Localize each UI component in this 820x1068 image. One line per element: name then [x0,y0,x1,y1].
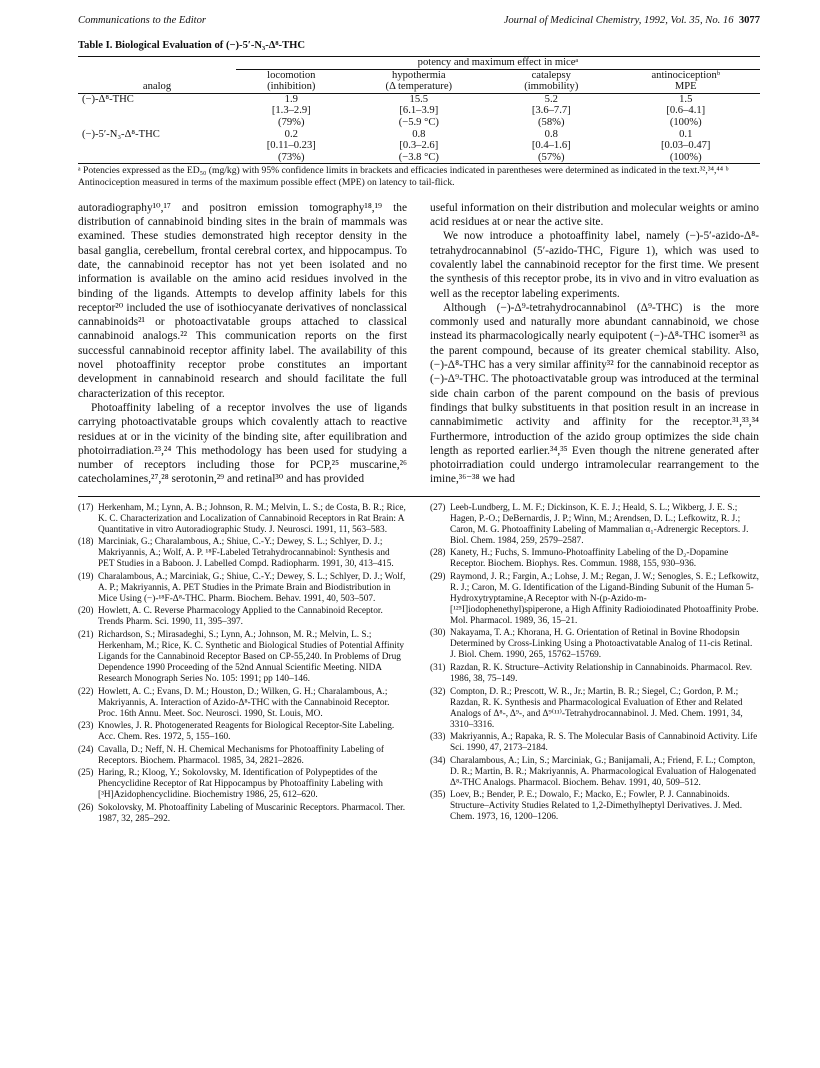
paragraph: Although (−)-Δ⁹-tetrahydrocannabinol (Δ⁹-THC) is the more commonly used and naturally more abundant cannabinoid, we chose instead its pharmacologically nearly equipotent (−)-Δ⁸-THC isomer³¹ as the parent compound, because of its greater chemical stability. Also, (−)-Δ⁸-THC has a very similar affinity³² for the cannabinoid receptor as (−)-Δ⁹-THC. The photoactivatable group was introduced at the terminal side chain carbon of the parent compound on the basis of previous findings that bulky substituents in that position result in an increase in cannabimimetic activity and affinity for the receptor.³¹,³³,³⁴ Furthermore, introduction of the azido group optimizes the side chain length as reported earlier.³⁴,³⁵ Even though the nitrene generated after photoirradiation could undergo intramolecular rearrangement to the imine,³⁶⁻³⁸ we had [430,301,759,486]
reference-text: Charalambous, A.; Lin, S.; Marciniak, G.; Banijamali, A.; Friend, F. L.; Compton, D. R.; Martin, B. R.; Makriyannis, A. Pharmacological Evaluation of Halogenated Δ⁸-THC Analogs. Pharmacol. Biochem. Behav. 1991, 40, 509–512. [450,755,756,788]
journal-name: Journal of Medicinal Chemistry, 1992, Vol. 35, No. 16 [503,15,734,26]
col-analog: analog [78,81,236,93]
reference-number: (27) [430,502,446,513]
body-column-left [78,201,407,487]
section-title: Communications to the Editor [78,15,207,26]
col-antinociception-sub: MPE [612,81,760,93]
reference-item [78,537,407,570]
table-cell: [0.4–1.6] [531,140,571,152]
col-antinociception: antinociceptionᵇ [651,69,721,81]
table-footnote: ᵃ Potencies expressed as the ED₅₀ (mg/kg) with 95% confidence limits in brackets and efficacies indicated in parentheses were determined as indicated in the text.³²,³⁴,⁴⁴ ᵇ Antinociception measured in terms of the maximum possible effect (MPE) on latency to tail-flick. [78,165,729,188]
journal-citation [504,14,760,28]
reference-item [78,803,407,825]
reference-number: (28) [430,548,446,559]
reference-item [430,756,759,789]
references-divider [78,496,760,497]
reference-item [430,503,759,547]
reference-text: Razdan, R. K. Structure–Activity Relationship in Cannabinoids. Pharmacol. Rev. 1986, 38, 75–149. [450,663,753,685]
reference-number: (20) [78,606,94,617]
table-caption: Table I. Biological Evaluation of (−)-5′-N₃-Δ⁸-THC [78,40,306,51]
reference-item [430,790,759,823]
table-cell: (73%) [236,152,347,164]
table-cell: (58%) [538,116,565,128]
table-cell: 0.1 [679,128,693,140]
table-cell: [0.03–0.47] [661,140,711,152]
table-row [78,152,760,164]
analog-name: (−)-Δ⁸-THC [82,93,134,105]
reference-number: (26) [78,803,94,814]
table-row [78,140,760,152]
reference-text: Sokolovsky, M. Photoaffinity Labeling of Muscarinic Receptors. Pharmacol. Ther. 1987, 32, 285–292. [98,803,406,825]
analog-name: (−)-5′-N₃-Δ⁸-THC [82,128,160,140]
table-cell: (100%) [612,152,760,164]
page-number: 3077 [738,15,760,26]
reference-number: (25) [78,768,94,779]
spanning-header: potency and maximum effect in miceᵃ [236,57,760,70]
reference-text: Cavalla, D.; Neff, N. H. Chemical Mechanisms for Photoaffinity Labeling of Receptors. Biochem. Pharmacol. 1985, 34, 2821–2826. [98,744,384,766]
reference-number: (19) [78,571,94,582]
reference-text: Leeb-Lundberg, L. M. F.; Dickinson, K. E. J.; Heald, S. L.; Wikberg, J. E. S.; Hagen, P.-O.; DeBernardis, J. P.; Winn, M.; Arendsen, D. L.; Lefkowitz, R. J.; Caron, M. G. Photoaffinity Labeling of Mammalian α₁-Adrenergic Receptors. J. Biol. Chem. 1984, 259, 2579–2587. [450,502,749,546]
table-cell: [6.1–3.9] [399,105,439,117]
col-locomotion-sub: (inhibition) [236,81,347,93]
table-cell: 5.2 [544,93,558,105]
reference-text: Herkenham, M.; Lynn, A. B.; Johnson, R. M.; Melvin, L. S.; de Costa, B. R.; Rice, K. C. Characterization and Localization of Cannabinoid Receptors in Rat Brain: A Quantitative in vitro Autoradiographic Study. J. Neurosci. 1991, 11, 563–583. [98,502,406,535]
col-hypothermia: hypothermia [392,69,446,81]
running-head [78,14,760,28]
references-column-left [78,503,407,827]
reference-text: Knowles, J. R. Photogenerated Reagents for Biological Receptor-Site Labeling. Acc. Chem. Res. 1972, 5, 155–160. [98,721,395,743]
reference-item [78,503,407,536]
reference-item [78,630,407,685]
reference-number: (35) [430,790,446,801]
reference-text: Makriyannis, A.; Rapaka, R. S. The Molecular Basis of Cannabinoid Activity. Life Sci. 1990, 47, 2173–2184. [450,732,758,754]
table-cell: (100%) [669,116,702,128]
paragraph: useful information on their distribution and molecular weights or amino acid residues at or near the active site. [430,201,759,229]
reference-text: Howlett, A. C. Reverse Pharmacology Applied to the Cannabinoid Receptor. Trends Pharm. Sci. 1990, 11, 395–397. [98,606,383,628]
journal-page [78,14,760,827]
reference-text: Loev, B.; Bender, P. E.; Dowalo, F.; Macko, E.; Fowler, P. J. Cannabinoids. Structure–Activity Studies Related to 1,2-Dimethylheptyl Derivatives. J. Med. Chem. 1973, 16, 1200–1206. [450,790,743,823]
table-cell: 1.9 [284,93,298,105]
reference-number: (22) [78,686,94,697]
reference-item [78,572,407,605]
table-cell: [3.6–7.7] [531,105,571,117]
reference-number: (18) [78,537,94,548]
reference-number: (23) [78,721,94,732]
col-locomotion: locomotion [267,69,316,81]
table-row [78,93,760,105]
table-cell: (79%) [278,116,305,128]
reference-number: (29) [430,571,446,582]
reference-item [430,687,759,731]
reference-number: (32) [430,686,446,697]
reference-number: (21) [78,630,94,641]
table-cell: (−3.8 °C) [347,152,491,164]
table-row [78,105,760,117]
reference-text: Kanety, H.; Fuchs, S. Immuno-Photoaffinity Labeling of the D₂-Dopamine Receptor. Biochem. Biophys. Res. Commun. 1988, 155, 930–936. [450,548,729,570]
reference-number: (24) [78,744,94,755]
col-catalepsy-sub: (immobility) [491,81,611,93]
table-row [78,129,760,141]
col-catalepsy: catalepsy [531,69,571,81]
reference-number: (30) [430,628,446,639]
reference-text: Compton, D. R.; Prescott, W. R., Jr.; Martin, B. R.; Siegel, C.; Gordon, P. M.; Razdan, R. K. Synthesis and Pharmacological Evaluation of Ether and Related Analogs of Δ⁸-, Δ⁹-, and Δ⁹⁽¹¹⁾-Tetrahydrocannabinol. J. Med. Chem. 1991, 34, 3310–3316. [450,686,743,730]
table-cell: (−5.9 °C) [398,116,439,128]
col-hypothermia-sub: (Δ temperature) [347,81,491,93]
reference-item [430,663,759,685]
references [78,503,760,827]
references-column-right [430,503,759,827]
table-cell: [0.11–0.23] [266,140,316,152]
reference-number: (31) [430,663,446,674]
paragraph: Photoaffinity labeling of a receptor involves the use of ligands carrying photoactivatable groups which covalently attach to reactive residues at or in the vicinity of the binding site, after equilibration and photoirradiation.²³,²⁴ This methodology has been used for studying a number of receptors including those for PCP,²⁵ muscarine,²⁶ catecholamines,²⁷,²⁸ serotonin,²⁹ and retinal³⁰ and has provided [78,401,407,486]
table-cell: [0.6–4.1] [666,105,706,117]
table-cell: (57%) [491,152,611,164]
reference-number: (17) [78,502,94,513]
reference-item [78,606,407,628]
reference-text: Marciniak, G.; Charalambous, A.; Shiue, C.-Y.; Dewey, S. L.; Schlyer, D. J.; Makriyannis, A.; Wolf, A. P. ¹⁸F-Labeled Tetrahydrocannabinol: Synthesis and PET Studies in a Baboon. J. Labelled Compd. Radiopharm. 1991, 30, 413–415. [98,537,394,570]
paragraph: autoradiography¹⁰,¹⁷ and positron emission tomography¹⁸,¹⁹ the distribution of cannabinoid binding sites in the brain of mammals was examined. These studies demonstrated high receptor density in the basal ganglia, cerebellum, frontal cerebral cortex, and hippocampus. To date, the cannabinoid receptor has not yet been isolated and no information is available on the amino acid residues involved in the binding of the ligands. Attempts to develop affinity labels for this receptor²⁰ included the use of isothiocyanate derivatives of nonclassical cannabinoids²¹ or photoactivatable groups attached to classical cannabinoid analogs.²² This communication reports on the first successful cannabinoid receptor affinity label. The availability of this novel photoaffinity receptor probe constitutes an important development in cannabinoid research and should facilitate the full characterization of this receptor. [78,201,407,400]
table-cell: 1.5 [679,93,693,105]
table-cell: 15.5 [409,93,429,105]
body-text [78,201,760,487]
reference-text: Charalambous, A.; Marciniak, G.; Shiue, C.-Y.; Dewey, S. L.; Schlyer, D. J.; Wolf, A. P.; Makriyannis, A. PET Studies in the Primate Brain and Biodistribution in Mice Using (−)-¹⁸F-Δ⁸-THC. Pharm. Biochem. Behav. 1991, 40, 503–507. [98,571,406,604]
reference-item [430,548,759,570]
reference-item [430,572,759,627]
reference-item [78,687,407,720]
reference-item [430,732,759,754]
table-row [78,117,760,129]
reference-item [78,721,407,743]
table-cell: [0.3–2.6] [399,140,439,152]
table-cell: 0.8 [412,128,426,140]
reference-number: (34) [430,755,446,766]
biological-evaluation-table [78,56,760,164]
table-cell: [1.3–2.9] [271,105,311,117]
reference-text: Haring, R.; Kloog, Y.; Sokolovsky, M. Identification of Polypeptides of the Phencyclidine Receptor of Rat Hippocampus by Photoaffinity Labeling with [³H]Azidophencyclidine. Biochemistry 1986, 25, 612–620. [98,768,383,801]
reference-number: (33) [430,732,446,743]
paragraph: We now introduce a photoaffinity label, namely (−)-5′-azido-Δ⁸-tetrahydrocannabinol (5′-azido-THC, Figure 1), which was used to covalently label the cannabinoid receptor for the first time. We present the synthesis of this receptor probe, its in vivo and in vitro evaluation as well as the receptor labeling experiments. [430,230,759,300]
reference-text: Raymond, J. R.; Fargin, A.; Lohse, J. M.; Regan, J. W.; Senogles, S. E.; Lefkowitz, R. J.; Caron, M. G. Identification of the Ligand-Binding Subunit of the Human 5-Hydroxytryptamine₁A Receptor with N-(p-Azido-m-[¹²⁵I]iodophenethyl)spiperone, a High Affinity Radioiodinated Photoaffinity Probe. Mol. Pharmacol. 1989, 36, 15–21. [450,571,759,626]
reference-item [430,628,759,661]
reference-item [78,745,407,767]
reference-text: Howlett, A. C.; Evans, D. M.; Houston, D.; Wilken, G. H.; Charalambous, A.; Makriyannis, A. Interaction of Azido-Δ⁸-THC with the Cannabinoid Receptor. Proc. 16th Annu. Meet. Soc. Neurosci. 1990, St. Louis, MO. [98,686,390,719]
reference-text: Nakayama, T. A.; Khorana, H. G. Orientation of Retinal in Bovine Rhodopsin Determined by Cross-Linking Using a Photoactivatable Analog of 11-cis Retinal. J. Biol. Chem. 1990, 265, 15762–15769. [450,628,753,661]
table-cell: 0.8 [544,128,558,140]
body-column-right [430,201,759,487]
reference-text: Richardson, S.; Mirasadeghi, S.; Lynn, A.; Johnson, M. R.; Melvin, L. S.; Herkenham, M.; Rice, K. C. Synthetic and Biological Studies of Potential Affinity Ligands for the Cannabinoid Receptor Based on CP-55,240. In Problems of Drug Dependence 1990 Proceeding of the 52nd Annual Scientific Meeting. NIDA Research Monograph Series No. 105: 1991; pp 140–146. [98,630,405,685]
table-cell: 0.2 [284,128,298,140]
reference-item [78,768,407,801]
